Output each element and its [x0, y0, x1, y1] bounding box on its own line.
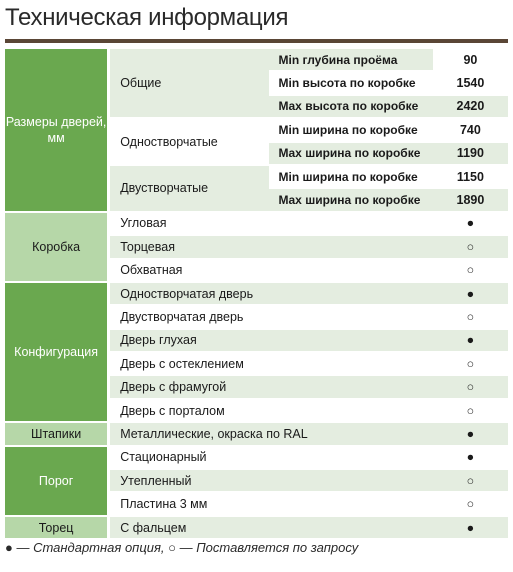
option-mark: ○: [433, 376, 508, 397]
table-row: [5, 283, 508, 304]
option-label: Пластина 3 мм: [110, 493, 433, 514]
table-row: [5, 213, 508, 234]
option-mark: ○: [433, 306, 508, 327]
option-label: Дверь с фрамугой: [110, 376, 433, 397]
option-label: Металлические, окраска по RAL: [110, 423, 433, 444]
param-value: 1150: [433, 166, 508, 187]
group-label: Двустворчатые: [110, 166, 268, 211]
param-label: Min ширина по коробке: [269, 119, 433, 140]
param-value: 1890: [433, 189, 508, 210]
param-value: 90: [433, 49, 508, 70]
param-label: Max ширина по коробке: [269, 143, 433, 164]
legend-footnote: ● — Стандартная опция, ○ — Поставляется по запросу: [5, 540, 359, 555]
option-mark: ●: [433, 517, 508, 538]
option-label: Дверь с остеклением: [110, 353, 433, 374]
table-row: [5, 423, 508, 444]
table-row: [5, 447, 508, 468]
group-label: Общие: [110, 49, 268, 117]
option-label: Утепленный: [110, 470, 433, 491]
option-label: Двустворчатая дверь: [110, 306, 433, 327]
tech-info-table: [5, 47, 508, 540]
param-label: Min высота по коробке: [269, 72, 433, 93]
option-mark: ○: [433, 400, 508, 421]
option-mark: ○: [433, 236, 508, 257]
param-label: Max высота по коробке: [269, 96, 433, 117]
category-cell-threshold: Порог: [5, 447, 107, 515]
table-row: [5, 49, 508, 70]
param-value: 1540: [433, 72, 508, 93]
group-label: Одностворчатые: [110, 119, 268, 164]
option-label: Обхватная: [110, 260, 433, 281]
param-label: Min глубина проёма: [269, 49, 433, 70]
table-row: [5, 517, 508, 538]
option-mark: ○: [433, 470, 508, 491]
option-label: Дверь с порталом: [110, 400, 433, 421]
option-mark: ●: [433, 447, 508, 468]
param-value: 2420: [433, 96, 508, 117]
param-value: 740: [433, 119, 508, 140]
category-cell-edge: Торец: [5, 517, 107, 538]
option-mark: ○: [433, 260, 508, 281]
title-rule: [5, 39, 508, 43]
page-title: Техническая информация: [5, 4, 289, 31]
option-label: Одностворчатая дверь: [110, 283, 433, 304]
option-mark: ●: [433, 423, 508, 444]
param-label: Min ширина по коробке: [269, 166, 433, 187]
option-mark: ●: [433, 330, 508, 351]
category-cell-beads: Штапики: [5, 423, 107, 444]
option-mark: ●: [433, 213, 508, 234]
category-cell-box: Коробка: [5, 213, 107, 281]
category-cell-sizes: Размеры дверей, мм: [5, 49, 107, 211]
option-label: Торцевая: [110, 236, 433, 257]
option-label: Стационарный: [110, 447, 433, 468]
option-mark: ○: [433, 353, 508, 374]
option-label: С фальцем: [110, 517, 433, 538]
category-cell-configuration: Конфигурация: [5, 283, 107, 421]
option-label: Угловая: [110, 213, 433, 234]
option-mark: ●: [433, 283, 508, 304]
option-mark: ○: [433, 493, 508, 514]
param-label: Max ширина по коробке: [269, 189, 433, 210]
param-value: 1190: [433, 143, 508, 164]
option-label: Дверь глухая: [110, 330, 433, 351]
